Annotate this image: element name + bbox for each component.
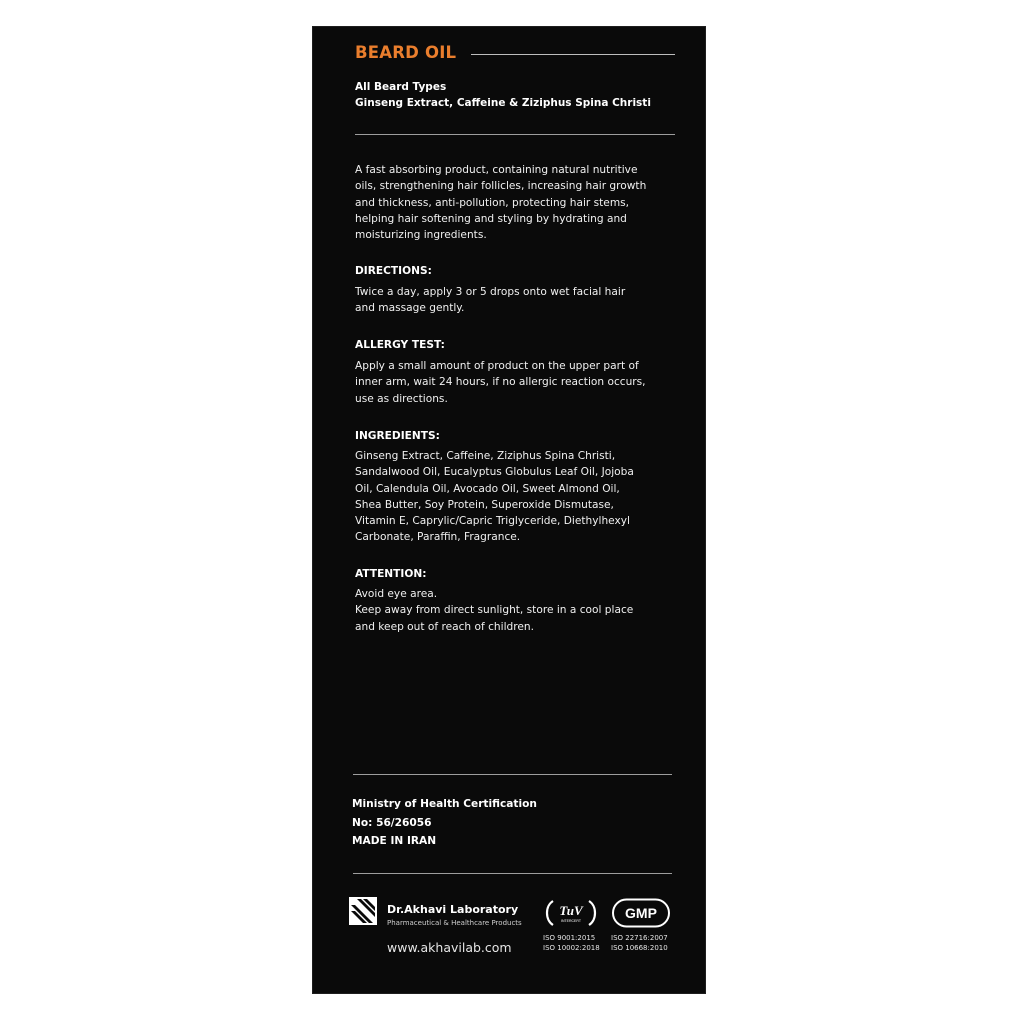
description-line: A fast absorbing product, containing natural nutritive: [355, 164, 638, 176]
certification-title: Ministry of Health Certification: [352, 798, 537, 810]
description-line: oils, strengthening hair follicles, increasing hair growth: [355, 180, 647, 193]
attention-line: Avoid eye area.: [355, 588, 438, 600]
beard-type-text: All Beard Types: [355, 81, 447, 93]
ingredients-text: [355, 448, 685, 546]
attention-line: and keep out of reach of children.: [355, 620, 534, 633]
iso-standards-right: [611, 933, 668, 953]
made-in-text: MADE IN IRAN: [352, 835, 437, 847]
gmp-badge-icon: [609, 898, 675, 928]
ingredients-line: Shea Butter, Soy Protein, Superoxide Dismutase,: [355, 498, 614, 511]
title-row: [355, 43, 675, 67]
lab-name: Dr.Akhavi Laboratory: [387, 903, 519, 916]
ingredients-line: Carbonate, Paraffin, Fragrance.: [355, 531, 521, 544]
gmp-label: GMP: [625, 905, 657, 921]
allergy-line: use as directions.: [355, 392, 448, 405]
ingredients-line: Oil, Calendula Oil, Avocado Oil, Sweet Almond Oil,: [355, 482, 620, 495]
ingredients-line: Vitamin E, Caprylic/Capric Triglyceride, Diethylhexyl: [355, 515, 630, 528]
allergy-line: Apply a small amount of product on the upper part of: [355, 360, 639, 372]
header-divider: [355, 134, 675, 135]
allergy-text: [355, 358, 685, 407]
directions-heading: DIRECTIONS:: [355, 265, 432, 277]
product-label-panel: [312, 26, 706, 994]
description-line: helping hair softening and styling by hydrating and: [355, 212, 627, 225]
directions-line: Twice a day, apply 3 or 5 drops onto wet facial hair: [355, 286, 626, 298]
description: [355, 162, 685, 243]
certification-block: [352, 795, 537, 851]
product-title: BEARD OIL: [355, 43, 457, 62]
title-divider: [471, 54, 675, 55]
tuv-badge-icon: [541, 898, 601, 928]
attention-text: [355, 586, 685, 635]
attention-line: Keep away from direct sunlight, store in a cool place: [355, 604, 634, 617]
description-line: moisturizing ingredients.: [355, 229, 487, 242]
certification-number: No: 56/26056: [352, 816, 432, 829]
certification-divider-bottom: [353, 873, 672, 874]
iso-standard: ISO 10002:2018: [543, 944, 600, 952]
directions-text: [355, 284, 685, 317]
allergy-heading: ALLERGY TEST:: [355, 339, 445, 351]
website-link[interactable]: www.akhavilab.com: [387, 940, 512, 955]
ingredients-line: Sandalwood Oil, Eucalyptus Globulus Leaf Oil, Jojoba: [355, 466, 634, 479]
tuv-sub-label: INTERCERT: [561, 919, 581, 923]
attention-heading: ATTENTION:: [355, 568, 427, 580]
akhavi-logo-icon: [349, 895, 381, 927]
iso-standards-left: [543, 933, 600, 953]
lab-subtitle: Pharmaceutical & Healthcare Products: [387, 919, 522, 927]
certification-divider-top: [353, 774, 672, 775]
tuv-label: TuV: [559, 903, 583, 918]
iso-standard: ISO 9001:2015: [543, 934, 596, 942]
iso-standard: ISO 22716:2007: [611, 934, 668, 942]
ingredients-heading: INGREDIENTS:: [355, 430, 440, 442]
directions-line: and massage gently.: [355, 302, 465, 315]
description-line: and thickness, anti-pollution, protecting hair stems,: [355, 196, 630, 209]
allergy-line: inner arm, wait 24 hours, if no allergic reaction occurs,: [355, 376, 646, 389]
key-ingredients-text: Ginseng Extract, Caffeine & Ziziphus Spina Christi: [355, 97, 651, 109]
iso-standard: ISO 10668:2010: [611, 944, 668, 952]
ingredients-line: Ginseng Extract, Caffeine, Ziziphus Spina Christi,: [355, 450, 616, 462]
